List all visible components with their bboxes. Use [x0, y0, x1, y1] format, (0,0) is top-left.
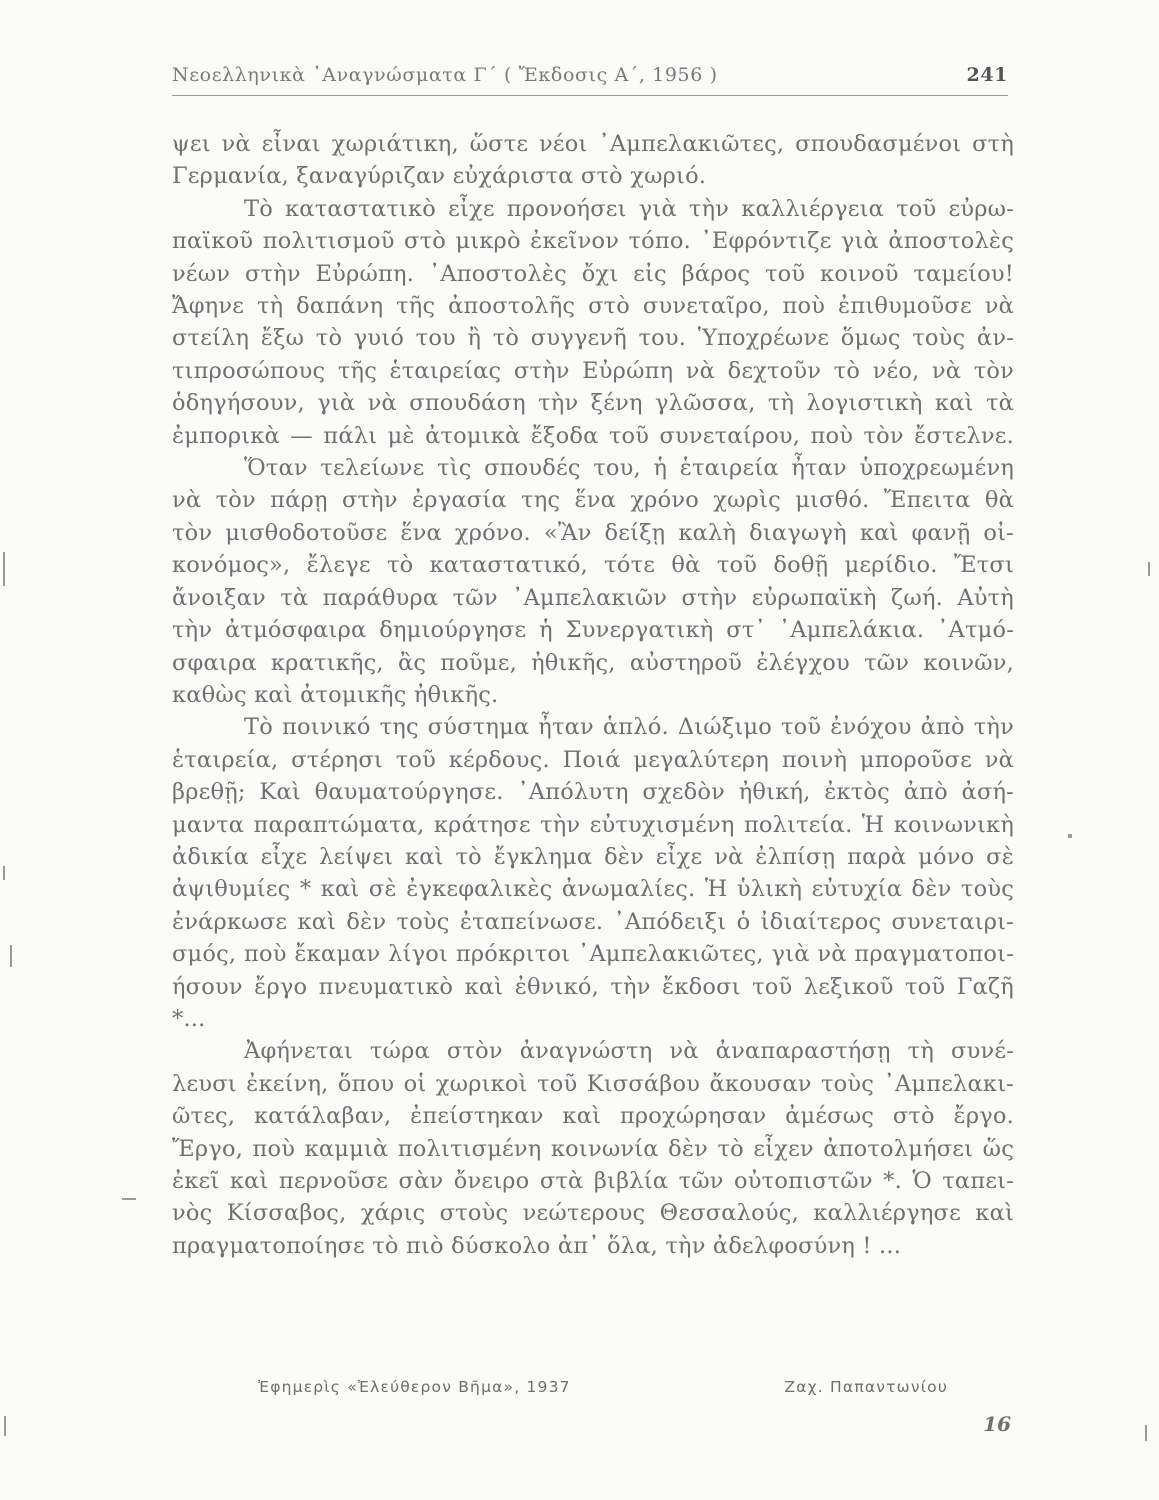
text-line: κονόμος», ἔλεγε τὸ καταστατικό, τότε θὰ τοῦ δοθῇ μερίδιο. Ἔτσι [172, 552, 1014, 579]
text-line: ψει νὰ εἶναι χωριάτικη, ὥστε νέοι ᾿Αμπελακιῶτες, σπουδασμένοι στὴ [172, 131, 1014, 157]
margin-speck [10, 945, 12, 967]
text-line: τιπροσώπους τῆς ἑταιρείας στὴν Εὐρώπη νὰ δεχτοῦν τὸ νέο, νὰ τὸν [172, 357, 1014, 384]
text-line: τὸν μισθοδοτοῦσε ἕνα χρόνο. «Ἂν δείξῃ καλὴ διαγωγὴ καὶ φανῇ οἰ- [172, 519, 1014, 546]
text-line: πραγματοποίησε τὸ πιὸ δύσκολο ἀπ᾿ ὅλα, τὴν ἀδελφοσύνη ! ... [172, 1232, 902, 1259]
text-line: ήσουν ἔργο πνευματικὸ καὶ ἐθνικό, τὴν ἔκδοσι τοῦ λεξικοῦ τοῦ Γαζῆ *... [172, 973, 1014, 1032]
text-line: ἑταιρεία, στέρησι τοῦ κέρδους. Ποιά μεγαλύτερη ποινὴ μποροῦσε νὰ [172, 746, 1014, 773]
text-line: ἐκεῖ καὶ περνοῦσε σὰν ὄνειρο στὰ βιβλία τῶν οὐτοπιστῶν *. Ὁ ταπει- [172, 1168, 1014, 1194]
running-head [172, 64, 1008, 86]
running-head-title: Νεοελληνικὰ ᾿Αναγνώσματα Γ΄ ( Ἔκδοσις Α΄, 1956 ) [172, 64, 718, 86]
text-line: καθὼς καὶ ἀτομικῆς ἠθικῆς. [172, 681, 499, 708]
text-line: λευσι ἐκείνη, ὅπου οἱ χωρικοὶ τοῦ Κισσάβου ἄκουσαν τοὺς ᾿Αμπελακι- [172, 1070, 1014, 1097]
header-rule [172, 95, 1008, 96]
signature-mark: 16 [983, 1412, 1011, 1436]
margin-speck [4, 1416, 6, 1436]
text-line: τὴν ἀτμόσφαιρα δημιούργησε ἡ Συνεργατικὴ στ᾿ ᾿Αμπελάκια. ᾿Ατμό- [172, 617, 1014, 644]
text-line: ἐμπορικὰ — πάλι μὲ ἀτομικὰ ἔξοδα τοῦ συνεταίρου, ποὺ τὸν ἔστελνε. [172, 422, 1014, 449]
text-line: Ἔργο, ποὺ καμμιὰ πολιτισμένη κοινωνία δὲν τὸ εἶχεν ἀποτολμήσει ὥς [172, 1135, 1014, 1162]
text-line: βρεθῇ; Καὶ θαυματούργησε. ᾿Απόλυτη σχεδὸν ἠθική, ἐκτὸς ἀπὸ ἀσή- [172, 779, 1014, 806]
text-line: Ἄφηνε τὴ δαπάνη τῆς ἀποστολῆς στὸ συνεταῖρο, ποὺ ἐπιθυμοῦσε νὰ [172, 293, 1014, 320]
source-line [258, 1378, 948, 1396]
text-line: μαντα παραπτώματα, κράτησε τὴν εὐτυχισμένη πολιτεία. Ἡ κοινωνικὴ [172, 811, 1014, 838]
margin-speck [1145, 1425, 1147, 1441]
text-line: Γερμανία, ξαναγύριζαν εὐχάριστα στὸ χωριό. [172, 163, 707, 190]
margin-speck [122, 1198, 136, 1200]
source-author: Ζαχ. Παπαντωνίου [784, 1378, 948, 1396]
text-line: νέων στὴν Εὐρώπη. ᾿Αποστολὲς ὄχι εἰς βάρος τοῦ κοινοῦ ταμείου! [172, 260, 1014, 287]
margin-speck [1068, 834, 1072, 838]
text-line: σμός, ποὺ ἔκαμαν λίγοι πρόκριτοι ᾿Αμπελακιῶτες, γιὰ νὰ πραγματοποι- [172, 941, 1014, 968]
margin-speck [3, 866, 5, 880]
text-line: παϊκοῦ πολιτισμοῦ στὸ μικρὸ ἐκεῖνον τόπο. ᾿Εφρόντιζε γιὰ ἀποστολὲς [172, 228, 1014, 255]
text-line: Ὅταν τελείωνε τὶς σπουδές του, ἡ ἑταιρεία ἦταν ὑποχρεωμένη [244, 455, 1014, 482]
text-line: Ἀφήνεται τώρα στὸν ἀναγνώστη νὰ ἀναπαραστήσῃ τὴ συνέ- [244, 1038, 1014, 1065]
text-line: Τὸ ποινικό της σύστημα ἦταν ἁπλό. Διώξιμο τοῦ ἐνόχου ἀπὸ τὴν [244, 714, 1014, 741]
text-line: ἄνοιξαν τὰ παράθυρα τῶν ᾿Αμπελακιῶν στὴν εὐρωπαϊκὴ ζωή. Αὐτὴ [172, 584, 1014, 611]
source-newspaper: Ἐφημερὶς «Ἐλεύθερον Βῆμα», 1937 [258, 1378, 571, 1396]
margin-speck [3, 552, 5, 586]
text-line: ἀψιθυμίες * καὶ σὲ ἐγκεφαλικὲς ἀνωμαλίες. Ἡ ὑλικὴ εὐτυχία δὲν τοὺς [172, 876, 1014, 903]
text-line: ἐνάρκωσε καὶ δὲν τοὺς ἐταπείνωσε. ᾿Απόδειξι ὁ ἰδιαίτερος συνεταιρι- [172, 908, 1014, 935]
text-line: Τὸ καταστατικὸ εἶχε προνοήσει γιὰ τὴν καλλιέργεια τοῦ εὐρω- [244, 195, 1014, 222]
text-line: νὰ τὸν πάρῃ στὴν ἐργασία της ἕνα χρόνο χωρὶς μισθό. Ἔπειτα θὰ [172, 487, 1014, 514]
text-line: νὸς Κίσσαβος, χάρις στοὺς νεώτερους Θεσσαλούς, καλλιέργησε καὶ [172, 1200, 1014, 1227]
text-line: σφαιρα κρατικῆς, ἂς ποῦμε, ἠθικῆς, αὐστηροῦ ἐλέγχου τῶν κοινῶν, [172, 649, 1014, 676]
text-line: ἀδικία εἶχε λείψει καὶ τὸ ἔγκλημα δὲν εἶχε νὰ ἐλπίσῃ παρὰ μόνο σὲ [172, 843, 1014, 870]
text-line: ῶτες, κατάλαβαν, ἐπείστηκαν καὶ προχώρησαν ἀμέσως στὸ ἔργο. [172, 1103, 1014, 1130]
margin-speck [1148, 562, 1150, 576]
text-line: ὁδηγήσουν, γιὰ νὰ σπουδάση τὴν ξένη γλῶσσα, τὴ λογιστικὴ καὶ τὰ [172, 390, 1014, 417]
page-number: 241 [966, 64, 1008, 86]
text-line: στείλη ἔξω τὸ γυιό του ἢ τὸ συγγενῆ του. Ὑποχρέωνε ὅμως τοὺς ἀν- [172, 325, 1014, 352]
article-body [172, 128, 1014, 1262]
